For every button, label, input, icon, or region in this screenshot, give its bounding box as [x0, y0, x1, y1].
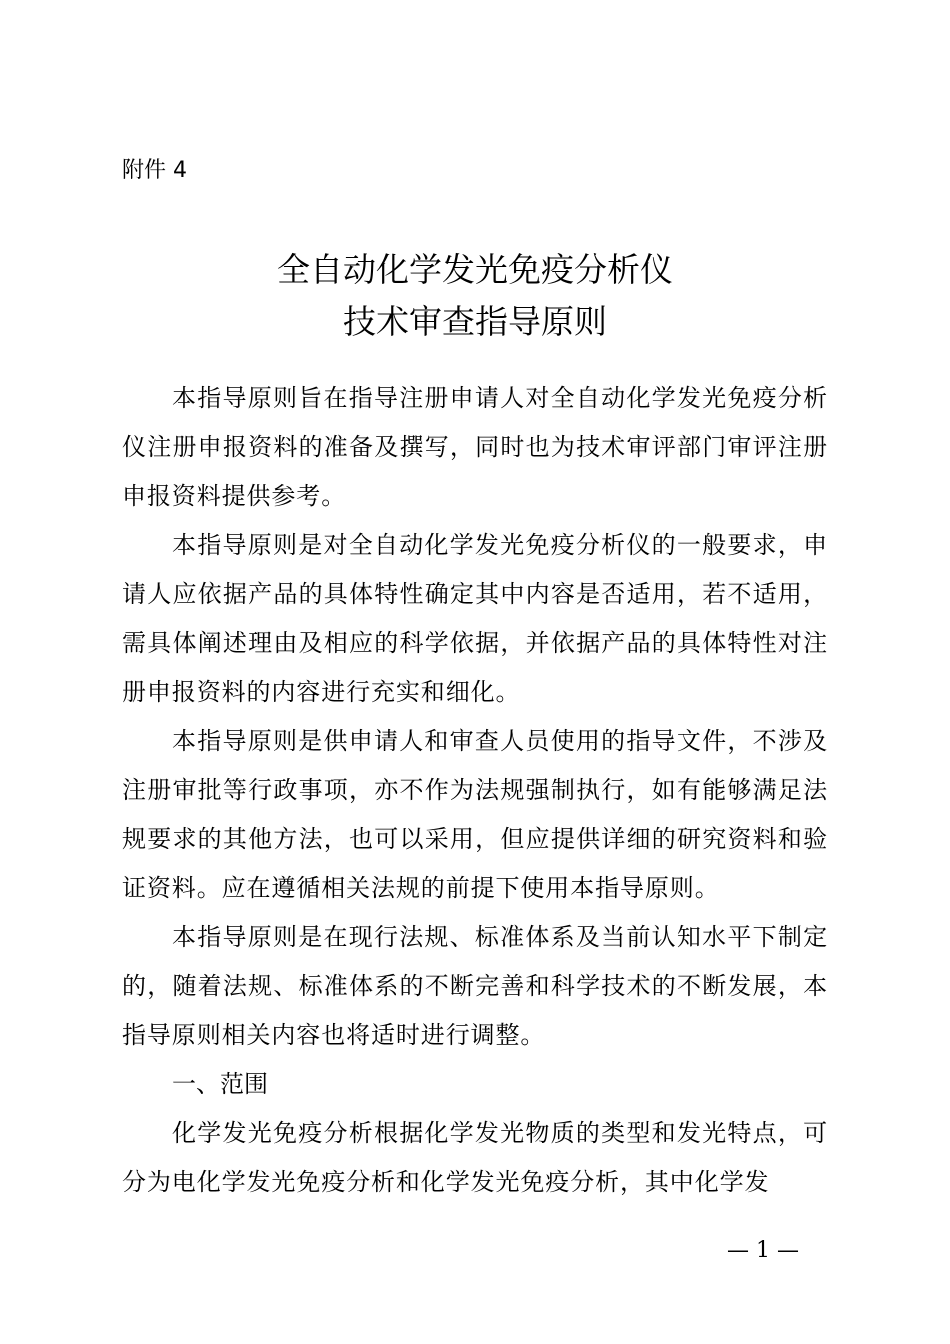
attachment-label: 附件 4 [122, 158, 187, 183]
paragraph-scope: 化学发光免疫分析根据化学发光物质的类型和发光特点，可分为电化学发光免疫分析和化学发光免疫分析，其中化学发 [122, 1119, 828, 1196]
paragraph-general-requirements: 本指导原则是对全自动化学发光免疫分析仪的一般要求，申请人应依据产品的具体特性确定其中内容是否适用，若不适用，需具体阐述理由及相应的科学依据，并依据产品的具体特性对注册申报资料的内容进行充实和细化。 [122, 531, 828, 706]
page-number: — 1 — [727, 1238, 799, 1263]
paragraph-purpose: 本指导原则旨在指导注册申请人对全自动化学发光免疫分析仪注册申报资料的准备及撰写，同时也为技术审评部门审评注册申报资料提供参考。 [122, 384, 828, 510]
document-title-line-1: 全自动化学发光免疫分析仪 [277, 250, 673, 289]
section-heading-scope: 一、范围 [172, 1070, 268, 1098]
paragraph-usage: 本指导原则是供申请人和审查人员使用的指导文件，不涉及注册审批等行政事项，亦不作为法规强制执行，如有能够满足法规要求的其他方法，也可以采用，但应提供详细的研究资料和验证资料。应在遵循相关法规的前提下使用本指导原则。 [122, 727, 828, 902]
document-body [122, 374, 828, 1207]
paragraph-revision: 本指导原则是在现行法规、标准体系及当前认知水平下制定的，随着法规、标准体系的不断完善和科学技术的不断发展，本指导原则相关内容也将适时进行调整。 [122, 923, 828, 1049]
document-title-line-2: 技术审查指导原则 [343, 302, 607, 341]
